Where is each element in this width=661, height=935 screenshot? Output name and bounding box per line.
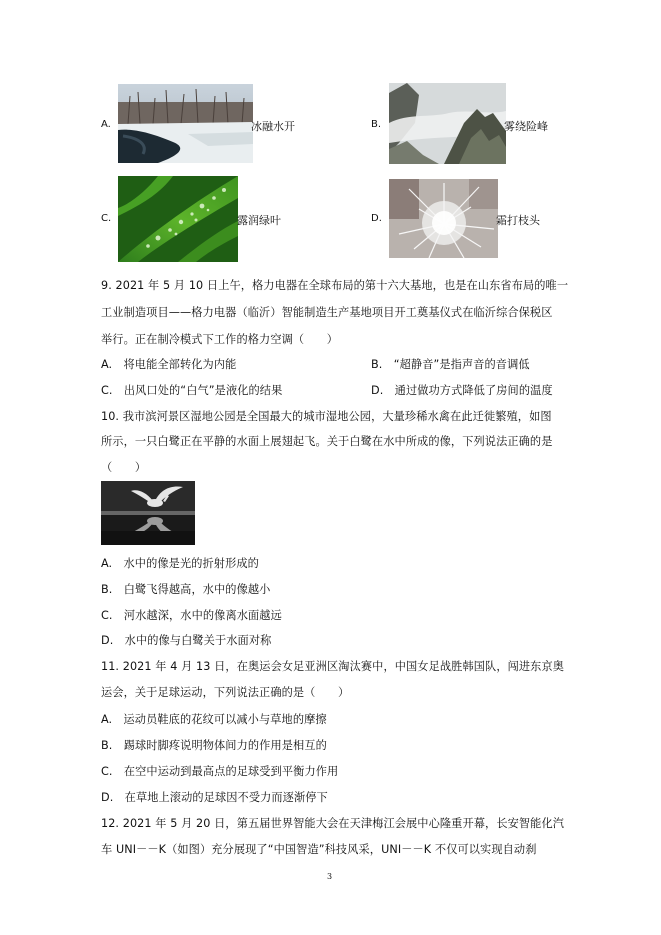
dewy-leaf-photo [118,176,238,262]
q9-option-c: C. 出风口处的“白气”是液化的结果 [101,384,283,397]
q8-option-b-letter: B. [371,119,382,130]
q8-option-c-letter: C. [101,213,112,224]
q9-option-a: A. 将电能全部转化为内能 [101,358,237,371]
q12-stem-line-2: 车 UNI－－K（如图）充分展现了“中国智造”科技风采，UNI－－K 不仅可以实现自动刹 [101,843,537,856]
q8-option-b-caption: 雾绕险峰 [504,120,548,133]
q11-stem-line-2: 运会，关于足球运动，下列说法正确的是（ ） [101,686,350,699]
q9-option-b: B. “超静音”是指声音的音调低 [371,358,530,371]
q10-stem-line-3: （ ） [101,461,147,474]
q11-option-d: D. 在草地上滚动的足球因不受力而逐渐停下 [101,791,328,804]
q12-stem-line-1: 12. 2021 年 5 月 20 日，第五届世界智能大会在天津梅江会展中心隆重开幕，长安智能化汽 [101,817,565,830]
page-number: 3 [327,872,333,881]
q10-stem-line-1: 10. 我市滨河景区湿地公园是全国最大的城市湿地公园，大量珍稀水禽在此迁徙繁殖，如图 [101,410,552,423]
q9-stem-line-3: 举行。正在制冷模式下工作的格力空调（ ） [101,333,339,346]
q9-stem-line-1: 9. 2021 年 5 月 10 日上午，格力电器在全球布局的第十六大基地，也是在山东省布局的唯一 [101,279,569,292]
q8-option-c-caption: 露润绿叶 [237,214,281,227]
melting-ice-river-photo [118,84,253,163]
q11-option-a: A. 运动员鞋底的花纹可以减小与草地的摩擦 [101,713,327,726]
q11-stem-line-1: 11. 2021 年 4 月 13 日，在奥运会女足亚洲区淘汰赛中，中国女足战胜韩国队，闯进东京奥 [101,660,565,673]
q9-stem-line-2: 工业制造项目——格力电器（临沂）智能制造生产基地项目开工奠基仪式在临沂综合保税区 [101,306,553,319]
q10-option-b: B. 白鹭飞得越高，水中的像越小 [101,583,271,596]
q11-option-c: C. 在空中运动到最高点的足球受到平衡力作用 [101,765,339,778]
q10-stem-line-2: 所示，一只白鹭正在平静的水面上展翅起飞。关于白鹭在水中所成的像，下列说法正确的是 [101,435,553,448]
frosted-branch-photo [389,179,498,258]
q10-option-d: D. 水中的像与白鹭关于水面对称 [101,634,272,647]
q8-option-a-caption: 冰融水开 [251,120,295,133]
q11-option-b: B. 踢球时脚疼说明物体间力的作用是相互的 [101,739,327,752]
q8-option-a-letter: A. [101,119,111,130]
q8-option-d-letter: D. [371,213,382,224]
q10-option-c: C. 河水越深，水中的像离水面越远 [101,609,282,622]
q9-option-d: D. 通过做功方式降低了房间的温度 [371,384,553,397]
q8-option-d-caption: 霜打枝头 [496,214,540,227]
egret-reflection-photo [101,481,195,545]
q10-option-a: A. 水中的像是光的折射形成的 [101,557,259,570]
misty-peaks-photo [389,83,506,164]
